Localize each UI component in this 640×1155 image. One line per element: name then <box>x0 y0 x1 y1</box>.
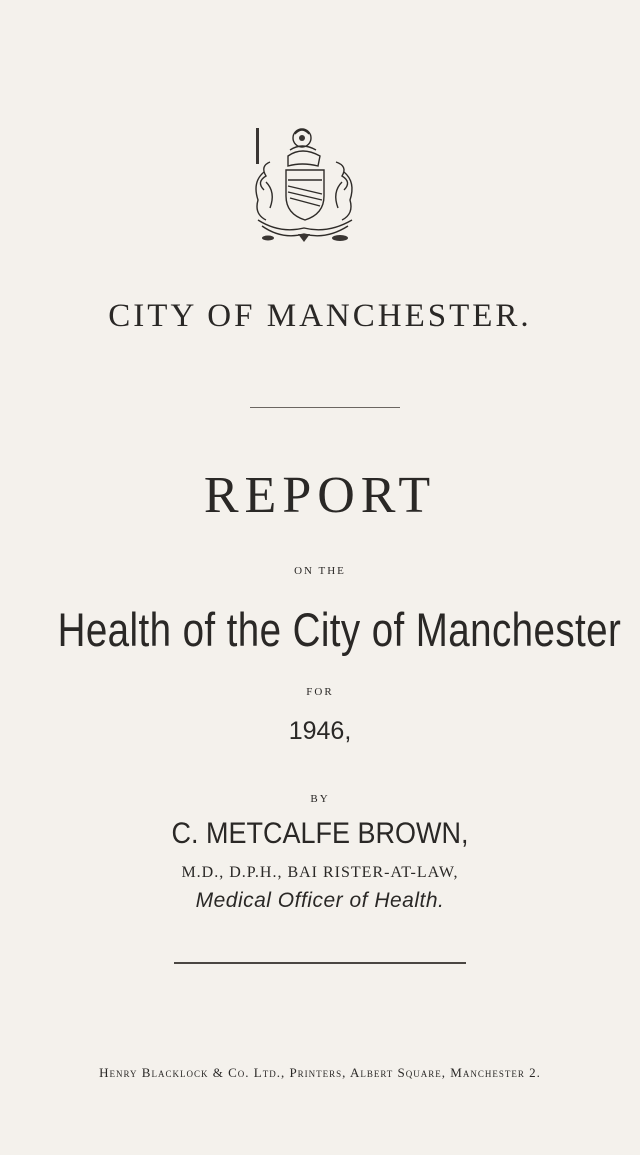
author-degrees: M.D., D.P.H., BAI RISTER-AT-LAW, <box>181 864 459 881</box>
for-label: FOR <box>306 686 334 698</box>
divider <box>174 962 466 964</box>
divider <box>250 407 400 408</box>
report-year: 1946, <box>288 717 352 745</box>
printer-imprint: Henry Blacklock & Co. Ltd., Printers, Albert Square, Manchester 2. <box>99 1065 541 1080</box>
city-title: CITY OF MANCHESTER. <box>108 298 532 334</box>
report-title: REPORT <box>203 467 437 524</box>
author-name: C. METCALFE BROWN, <box>171 817 469 850</box>
on-the-label: ON THE <box>294 565 346 577</box>
coat-of-arms-icon <box>240 122 368 246</box>
by-label: BY <box>310 793 330 805</box>
author-role: Medical Officer of Health. <box>195 889 445 912</box>
report-subject: Health of the City of Manchester <box>57 603 622 656</box>
